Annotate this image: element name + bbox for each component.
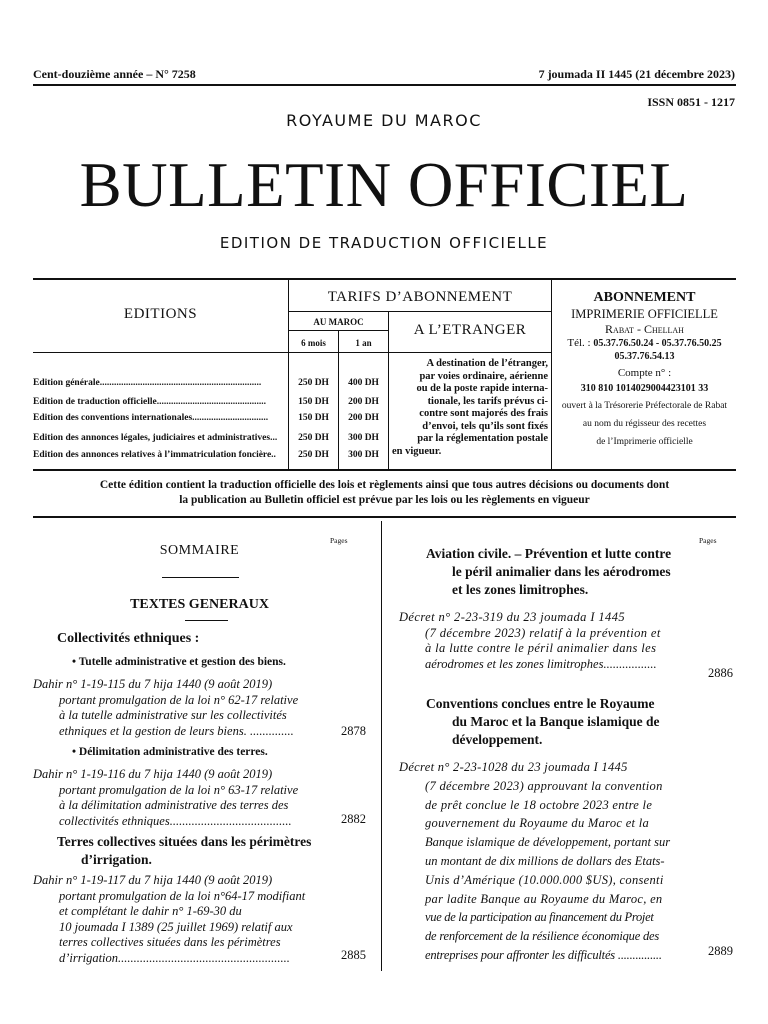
imprimerie-ville: Rabat - Chellah xyxy=(605,322,684,336)
block-top-rule xyxy=(33,278,736,280)
entry-line: (7 décembre 2023) relatif à la prévention et xyxy=(425,625,661,640)
tarif-row-label: Edition générale.................................................................... xyxy=(33,378,262,388)
tarifs-heading: TARIFS D’ABONNEMENT xyxy=(327,289,513,305)
textes-underline xyxy=(185,620,228,621)
section-line: et les zones limitrophes. xyxy=(452,582,589,597)
imprimerie-label: IMPRIMERIE OFFICIELLE xyxy=(571,307,718,321)
tarif-row-label: Edition des annonces légales, judiciaires et administratives... xyxy=(33,433,278,443)
entry-line: Dahir n° 1-19-115 du 7 hija 1440 (9 août 2019) xyxy=(33,677,273,691)
issue-number: Cent-douzième année – N° 7258 xyxy=(33,67,196,81)
etranger-line: par voies ordinaire, aérienne xyxy=(419,370,548,382)
entry-line: vue de la participation au financement du Projet xyxy=(425,910,654,925)
section-heading xyxy=(426,545,671,599)
tel-number-2: 05.37.76.54.13 xyxy=(614,351,675,362)
page-number: 2878 xyxy=(341,724,366,738)
tel-label: Tél. : xyxy=(567,337,591,349)
abonnement-heading: ABONNEMENT xyxy=(593,290,696,305)
entry-line: Décret n° 2-23-319 du 23 joumada I 1445 xyxy=(399,610,626,624)
column-divider xyxy=(381,521,382,971)
divider-rows xyxy=(33,352,551,353)
section-line: Aviation civile. – Prévention et lutte contre xyxy=(426,546,672,561)
entry-line: Décret n° 2-23-1028 du 23 joumada I 1445 xyxy=(399,760,628,774)
kingdom-label: ROYAUME DU MAROC xyxy=(286,111,482,130)
etranger-heading: A L’ETRANGER xyxy=(413,322,527,338)
entry-line: portant promulgation de la loi n°64-17 modifiant xyxy=(59,888,306,903)
compte-line-1: ouvert à la Trésorerie Préfectorale de Rabat xyxy=(561,401,728,411)
entry-line: entreprises pour affronter les difficultés ............... xyxy=(425,947,662,962)
etranger-line: ou de la poste rapide interna- xyxy=(416,383,548,394)
tel-numbers: 05.37.76.50.24 - 05.37.76.50.25 xyxy=(593,338,722,349)
sommaire-underline xyxy=(162,577,239,578)
issue-date: 7 joumada II 1445 (21 décembre 2023) xyxy=(538,67,735,81)
notice-rule xyxy=(33,516,736,518)
entry-line: Unis d’Amérique (10.000.000 $US), consenti xyxy=(425,872,664,887)
subsection-heading: • Tutelle administrative et gestion des biens. xyxy=(72,656,286,668)
tarif-row-6m: 250 DH xyxy=(298,450,329,460)
compte-line-3: de l’Imprimerie officielle xyxy=(596,437,693,447)
issn: ISSN 0851 - 1217 xyxy=(647,95,735,109)
header-rule xyxy=(33,84,736,86)
publication-title: BULLETIN OFFICIEL xyxy=(79,150,689,220)
entry-line: (7 décembre 2023) approuvant la convention xyxy=(425,778,663,793)
etranger-line: contre sont majorés des frais xyxy=(419,408,548,419)
page-number: 2886 xyxy=(708,666,733,680)
entry-line: de prêt conclue le 18 octobre 2023 entre le xyxy=(425,797,653,812)
divider-v2 xyxy=(551,280,552,469)
entry-line: Banque islamique de développement, portant sur xyxy=(425,835,671,850)
divider-tarifs xyxy=(288,311,551,312)
section-line: du Maroc et la Banque islamique de xyxy=(452,714,660,729)
tarif-row-label: Edition des annonces relatives à l’immatriculation foncière.. xyxy=(33,450,276,460)
entry-line: d’irrigation....................................................... xyxy=(59,950,290,965)
section-line: développement. xyxy=(452,732,543,747)
etranger-line: en vigueur. xyxy=(392,445,442,457)
entry-line: à la délimitation administrative des terres des xyxy=(59,798,289,812)
tarif-row-1y: 200 DH xyxy=(348,413,379,423)
entry-line: portant promulgation de la loi n° 62-17 relative xyxy=(59,692,299,707)
tarif-row-1y: 200 DH xyxy=(348,397,379,407)
entry-line: portant promulgation de la loi n° 63-17 relative xyxy=(59,782,299,797)
compte-number: 310 810 1014029004423101 33 xyxy=(580,383,709,394)
section-line: d’irrigation. xyxy=(81,852,152,867)
textes-generaux: TEXTES GENERAUX xyxy=(130,597,269,612)
tarif-row-1y: 300 DH xyxy=(348,433,379,443)
section-heading: Collectivités ethniques : xyxy=(57,631,200,646)
tarif-row-6m: 150 DH xyxy=(298,413,329,423)
etranger-line: par la réglementation postale xyxy=(417,433,548,444)
entry-line: un montant de dix millions de dollars des Etats- xyxy=(425,853,665,868)
entry-line: collectivités ethniques....................................... xyxy=(59,813,292,828)
editions-heading: EDITIONS xyxy=(123,306,198,322)
entry-line: aérodromes et les zones limitrophes................. xyxy=(425,656,657,671)
section-heading xyxy=(57,833,311,869)
section-line: le péril animalier dans les aérodromes xyxy=(452,564,671,579)
etranger-line: d’envoi, tels qu’ils sont fixés xyxy=(422,420,548,432)
tarif-row-1y: 300 DH xyxy=(348,450,379,460)
section-heading xyxy=(426,695,660,749)
edition-label: EDITION DE TRADUCTION OFFICIELLE xyxy=(219,234,549,252)
entry-line: 10 joumada I 1389 (25 juillet 1969) relatif aux xyxy=(59,919,293,934)
un-an-label: 1 an xyxy=(355,338,372,348)
entry-line: à la tutelle administrative sur les collectivités xyxy=(59,708,287,722)
pages-label: Pages xyxy=(330,536,348,545)
entry-line: de renforcement de la résilience économique des xyxy=(425,929,660,944)
toc-entry[interactable] xyxy=(33,767,338,829)
entry-line: ethniques et la gestion de leurs biens. .............. xyxy=(59,723,294,738)
block-bottom-rule xyxy=(33,469,736,471)
compte-line-2: au nom du régisseur des recettes xyxy=(582,419,707,429)
entry-line: gouvernement du Royaume du Maroc et la xyxy=(425,816,650,831)
sommaire-title: SOMMAIRE xyxy=(159,543,240,558)
tel-line xyxy=(553,337,736,350)
entry-line: Dahir n° 1-19-116 du 7 hija 1440 (9 août 2019) xyxy=(33,767,273,781)
entry-line: par ladite Banque au Royaume du Maroc, en xyxy=(425,891,663,906)
notice-line: Cette édition contient la traduction officielle des lois et règlements ainsi que tous autres décisions ou documents dont xyxy=(99,479,670,491)
compte-label: Compte n° : xyxy=(617,367,672,379)
toc-entry[interactable] xyxy=(33,873,338,966)
six-mois-label: 6 mois xyxy=(301,338,326,348)
toc-entry[interactable] xyxy=(33,677,338,739)
entry-line: et complétant le dahir n° 1-69-30 du xyxy=(59,904,242,918)
tarif-row-label: Edition de traduction officielle.............................................. xyxy=(33,397,267,407)
tarif-row-label: Edition des conventions internationales................................ xyxy=(33,413,269,423)
page-number: 2889 xyxy=(708,944,733,958)
entry-line: à la lutte contre le péril animalier dans les xyxy=(425,641,657,655)
tarif-row-6m: 250 DH xyxy=(298,433,329,443)
notice xyxy=(33,478,736,508)
etranger-text xyxy=(392,358,548,458)
tarif-row-6m: 250 DH xyxy=(298,378,329,388)
page-number: 2882 xyxy=(341,812,366,826)
entry-line: Dahir n° 1-19-117 du 7 hija 1440 (9 août 2019) xyxy=(33,873,273,887)
entry-line: terres collectives situées dans les périmètres xyxy=(59,935,281,949)
tarif-row-1y: 400 DH xyxy=(348,378,379,388)
tarif-row-6m: 150 DH xyxy=(298,397,329,407)
divider-aumaroc xyxy=(288,330,388,331)
section-line: Terres collectives situées dans les périmètres xyxy=(57,834,312,849)
etranger-line: tionale, les tarifs prévus ci- xyxy=(427,395,548,407)
etranger-line: A destination de l’étranger, xyxy=(426,358,548,369)
section-line: Conventions conclues entre le Royaume xyxy=(426,696,655,711)
toc-entry[interactable] xyxy=(399,758,709,965)
abonnement-block xyxy=(553,289,736,451)
toc-entry[interactable] xyxy=(399,610,704,672)
au-maroc-label: AU MAROC xyxy=(313,317,364,327)
subsection-heading: • Délimitation administrative des terres. xyxy=(72,746,268,758)
notice-line: la publication au Bulletin officiel est prévue par les lois ou les règlements en vigueur xyxy=(179,494,590,506)
page-number: 2885 xyxy=(341,948,366,962)
pages-label: Pages xyxy=(699,536,717,545)
